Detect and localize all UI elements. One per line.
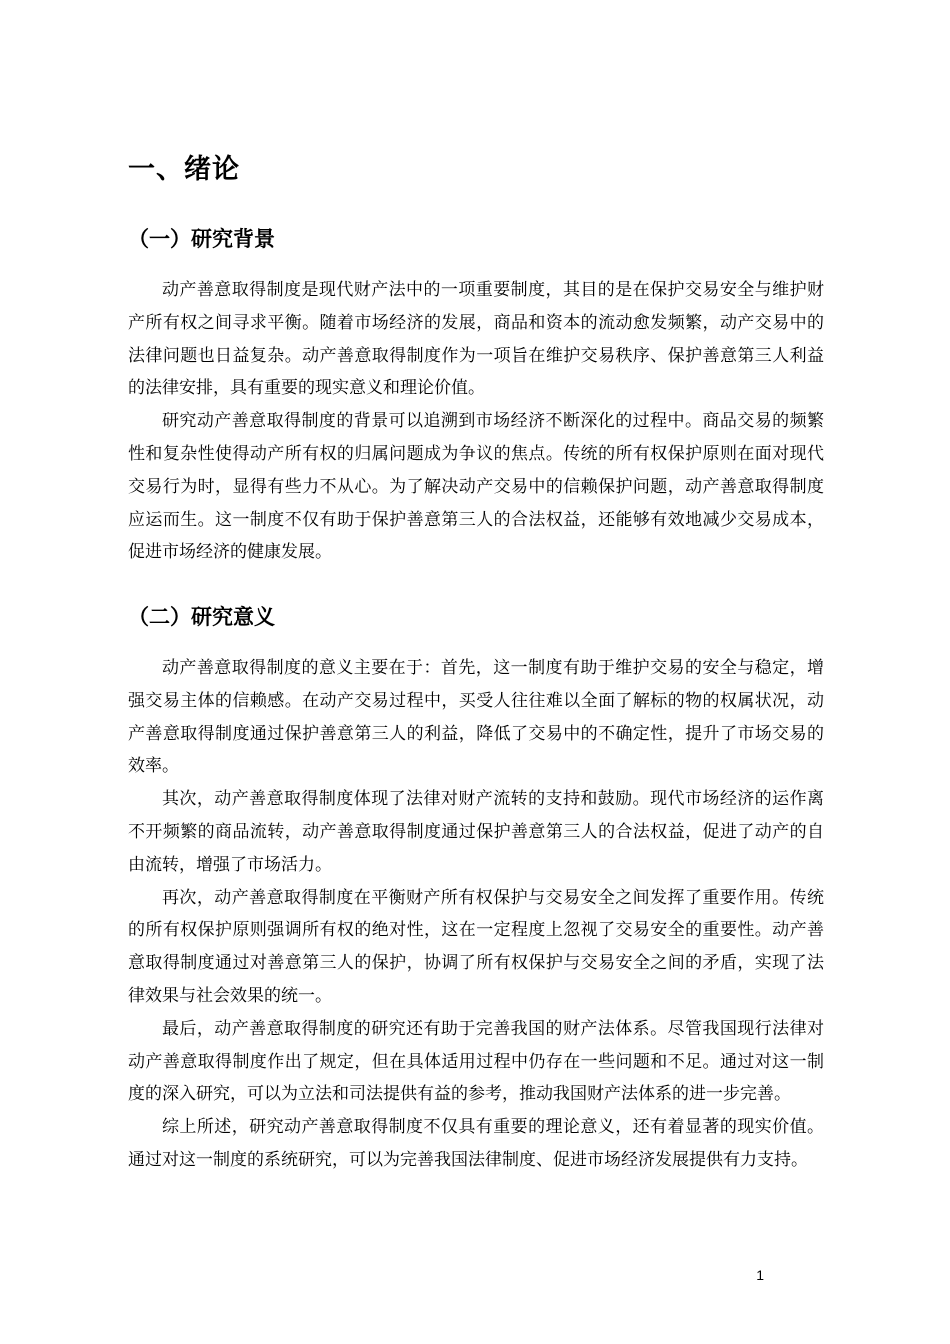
paragraph: 其次，动产善意取得制度体现了法律对财产流转的支持和鼓励。现代市场经济的运作离不开频繁的商品流转，动产善意取得制度通过保护善意第三人的合法权益，促进了动产的自由流转，增强了市场活力。 [128, 789, 824, 875]
page-number: 1 [756, 1267, 764, 1283]
section-body-background [128, 274, 824, 569]
paragraph: 综上所述，研究动产善意取得制度不仅具有重要的理论意义，还有着显著的现实价值。通过对这一制度的系统研究，可以为完善我国法律制度、促进市场经济发展提供有力支持。 [128, 1117, 824, 1170]
paragraph: 最后，动产善意取得制度的研究还有助于完善我国的财产法体系。尽管我国现行法律对动产善意取得制度作出了规定，但在具体适用过程中仍存在一些问题和不足。通过对这一制度的深入研究，可以为立法和司法提供有益的参考，推动我国财产法体系的进一步完善。 [128, 1018, 824, 1105]
paragraph: 再次，动产善意取得制度在平衡财产所有权保护与交易安全之间发挥了重要作用。传统的所有权保护原则强调所有权的绝对性，这在一定程度上忽视了交易安全的重要性。动产善意取得制度通过对善意第三人的保护，协调了所有权保护与交易安全之间的矛盾，实现了法律效果与社会效果的统一。 [128, 887, 824, 1006]
section-title-significance: （二）研究意义 [128, 605, 275, 629]
section-title-background: （一）研究背景 [128, 227, 275, 251]
paragraph: 研究动产善意取得制度的背景可以追溯到市场经济不断深化的过程中。商品交易的频繁性和复杂性使得动产所有权的归属问题成为争议的焦点。传统的所有权保护原则在面对现代交易行为时，显得有些力不从心。为了解决动产交易中的信赖保护问题，动产善意取得制度应运而生。这一制度不仅有助于保护善意第三人的合法权益，还能够有效地减少交易成本，促进市场经济的健康发展。 [128, 411, 824, 563]
section-body-significance [128, 652, 824, 1177]
paragraph: 动产善意取得制度的意义主要在于：首先，这一制度有助于维护交易的安全与稳定，增强交易主体的信赖感。在动产交易过程中，买受人往往难以全面了解标的物的权属状况，动产善意取得制度通过保护善意第三人的利益，降低了交易中的不确定性，提升了市场交易的效率。 [128, 658, 824, 777]
chapter-title: 一、绪论 [128, 154, 240, 185]
paragraph: 动产善意取得制度是现代财产法中的一项重要制度，其目的是在保护交易安全与维护财产所有权之间寻求平衡。随着市场经济的发展，商品和资本的流动愈发频繁，动产交易中的法律问题也日益复杂。动产善意取得制度作为一项旨在维护交易秩序、保护善意第三人利益的法律安排，具有重要的现实意义和理论价值。 [128, 280, 824, 399]
